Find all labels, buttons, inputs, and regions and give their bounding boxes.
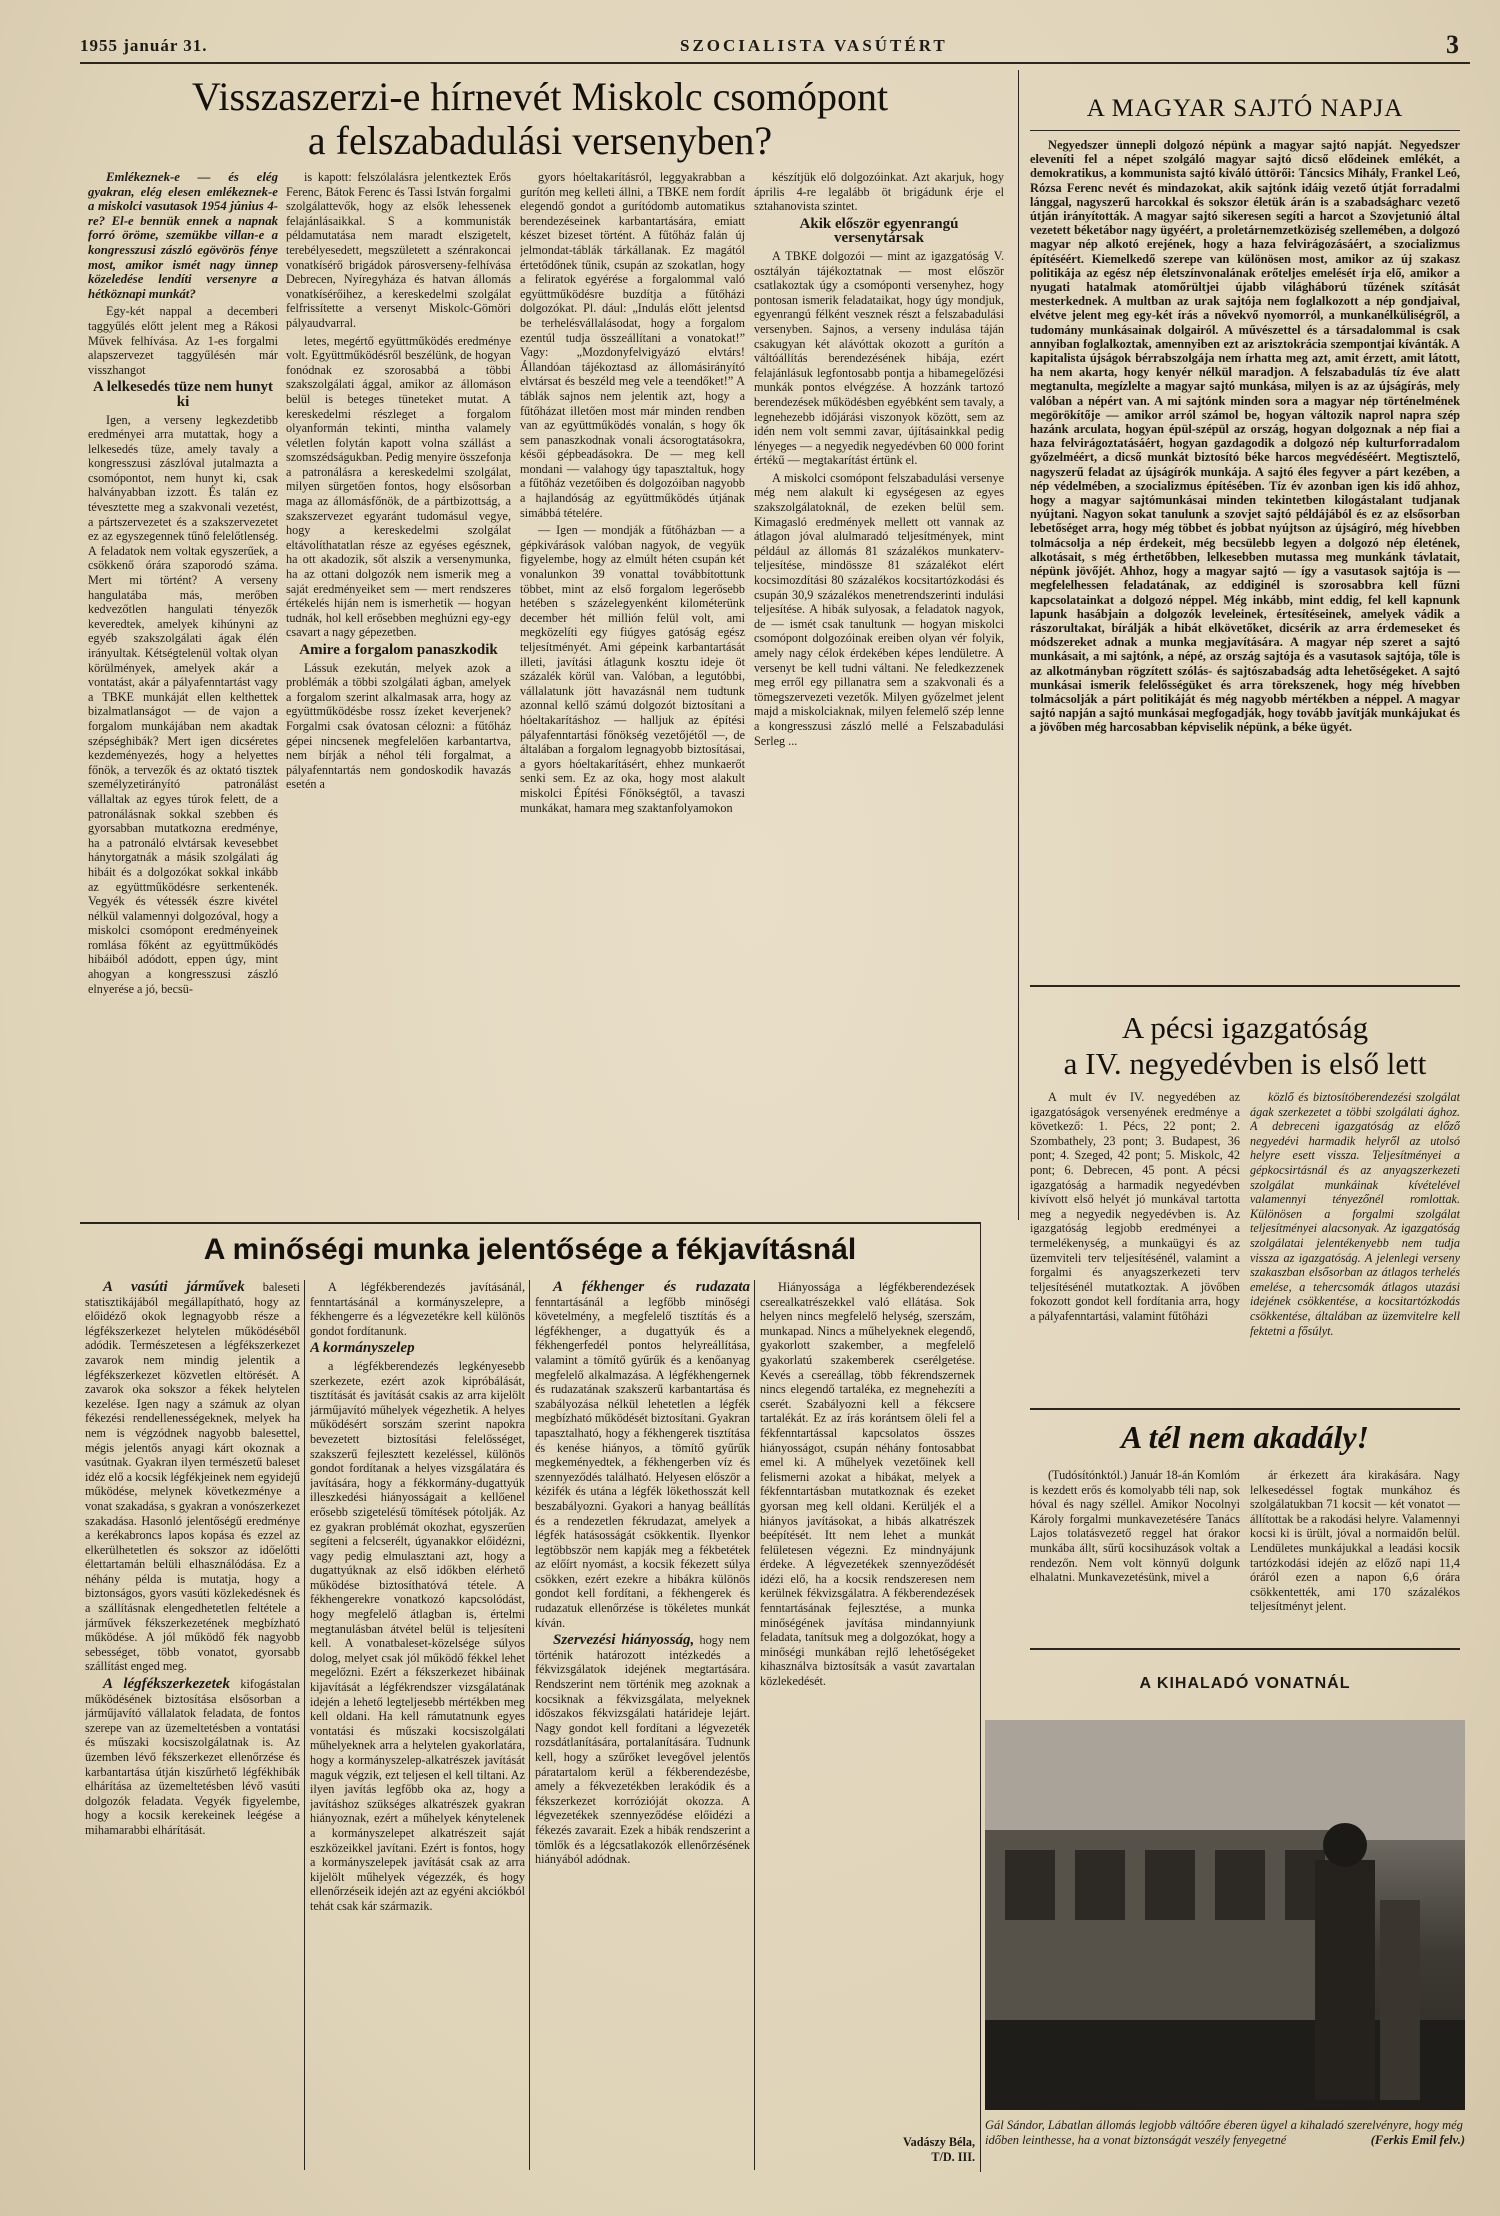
main-headline-line2: a felszabadulási versenyben? <box>307 118 773 163</box>
pecs-headline-line2: a IV. negyedévben is első lett <box>1063 1046 1427 1081</box>
winter-col1-text: (Tudósítónktól.) Január 18-án Komlóm is kezdett erős és komolyabb téli nap, sok hóval és nagy széllel. Amikor Nocolnyi Károly forgalmi munkavezetésére Tanács Lajos tolatásvezető reggel hat órakor munkába állt, sűrű kocsihuzások voltak a rendezőn. Nem volt könnyű dolgunk elhalatni. Munkavezetésünk, mivel a <box>1030 1468 1240 1585</box>
issue-date: 1955 január 31. <box>80 36 208 55</box>
main-lead: Emlékeznek-e — és elég gyakran, elég elesen emlékeznek-e a miskolci vasutasok 1954 június 4-re? El-e bennük ennek a napnak forró öröme, szemükbe villan-e a kongresszusi zászló egövörös fénye most, amikor ismét nagy ünnep közeledése lendíti versenyre a hétköznapi munkát? <box>88 170 278 301</box>
train-photo-drawing <box>985 1720 1465 2110</box>
bottom-col4-text: Hiányossága a légfékberendezések cserealkatrészekkel való ellátása. Sok helyen nincs megfelelő helység, szerszám, munkapad. Nincs a műhelyeknek elegendő, gyakorlott szakember, a megfelelő gyakorlatú szakemberek cserélgetése. Kevés a csereállag, több fékrendszernek nincs elegendő tartaléka, ez megnehezíti a cserét. Szabályozni kell a fékcsere tartalékát. Ez az írás korántsem öleli fel a fékfenntartással kapcsolatos összes hiányosságot, csupán néhány fontosabbat emel ki. A műhelyek vezetőinek kell felismerni azokat a hibákat, melyek a fékfenntartásban mutatkoznak és ezeket gyorsan meg kell oldani. Kerüljék el a hiányos javításokat, a hibás alkatrészek beépítését. Itt nem lehet a munkát felületesen végezni. Ez mindnyájunk érdeke. A légvezetékek szennyeződését idézi elő, ha a kocsik rendszeresen nem kerülnek fékvizsgálatra. A fékberendezések fenntartásának fejlesztése, a munka minőségének javítása mindannyiunk feladata, tanítsuk meg a dolgozókat, hogy a minőségi munkában rejlő lehetőségeket kihasználva biztosítsák a vasút zavartalan közlekedését. <box>760 1280 975 1689</box>
main-headline <box>130 75 950 163</box>
pecs-col2 <box>1250 1090 1460 1400</box>
lead-szervezesi: Szervezési hiányosság, <box>553 1632 695 1649</box>
main-col2-text2: letes, megértő együttműködés eredménye volt. Együttműködésről beszélünk, de hogyan fonódnak ez szorosabbá a többi szakszolgálati ággal, amikor az állomáson belül is beteges tüneteket mutat. A kereskedelmi részleget a forgalom olyanformán tekinti, mintha valamely véletlen folytán kapott volna szállást a szomszédságukban. Pedig menyire összefonja a patronálásra a kereskedelmi szolgálat, milyen sürgetően fontos, hogy elsősorban maga az állomásfőnök, de a pártbizottság, a szakszervezet egyaránt tudomásul vegye, hogy a kereskedelmi szolgálat eltávolíthatatlan része az egyéses egésznek, ha ott akadozik, sőt alszik a versenymunka, ha az ottani dolgozók nem ismerik meg a saját eredményeiket sem — mert rendszeres értékelés hiján nem is ismerhetik — hogyan tudnák, hol kell erősebben meghúzni egy-egy csavart a nagy gépezetben. <box>286 333 511 640</box>
bottom-col-rule-2 <box>529 1280 530 2170</box>
main-col3-text: gyors hóeltakarításról, leggyakrabban a gurítón meg kelleti állni, a TBKE nem fordít elegendő gondot a gurítódomb automatikus berendezéseinek karbantartására, emiatt készet bizeset történt. A fűtőház falán új jelmondat-táblák tárkállanak. Ez magától értetődőnek tűnik, csupán az szokatlan, hogy a feliratok egyérése a forgalommal való együttműködésre buzdítja a fűtőházi dolgozókat. Pl. dául: „Indulás előtt jelentsd be terhelésvállalásodat, hogy a forgalom ezentúl tudja összeállítani a vonatokat!” Vagy: „Mozdonyfelvigyázó elvtárs! Állandóan tájékoztasd az állomásirányító elvtársat és beszéld meg vele a teendőket!” A táblák sajnos nem jelentik azt, hogy a fűtőházat illetően most már minden rendben van az együttműködés vonalán, s hogy ők sem panaszkodnak vonali ácsorogtatásokra, késői gépbeadásokra. De — meg kell mondani — valahogy úgy tapasztaltuk, hogy a fűtőház vezetőiben és dolgozóiban nagyobb a hajlandóság az együttműködés útjának simábbá tételére. <box>520 170 745 520</box>
winter-col2-text: ár érkezett ára kirakására. Nagy lelkesedéssel fogtak munkához és szolgálatukban 71 kocsit — két vonatot — állítottak be a rakodási helyre. Valamennyi kocsi ki is ürült, jóval a normaidőn belül. Lendületes munkájukkal a leadási kocsik tartózkodási idején az előző napi 11,4 óráról ezen a napon 6,6 órára csökkentették, ami 170 százalékos teljesítményt jelent. <box>1250 1468 1460 1614</box>
photo-title: A KIHALADÓ VONATNÁL <box>1139 1675 1351 1692</box>
main-col4-text2: A TBKE dolgozói — mint az igazgatóság V. osztályán tájékoztatnak — most először csatlakoztak úgy a csomóponti versenyhez, hogy pontosan ismerik feladataikat, hogy úgy mondjuk, egyenrangú félként vesznek részt a felszabadulási versenyben. Sajnos, a verseny indulása táján csakugyan két alávóttak okozott a gurítón a váltóállítás berendezésének hibája, ezért felajánlásuk legfontosabb pontja a hibamegelőzési munkák pontos elvégzése. A hozzánk tartozó berendezések működésben egyébként sem tavaly, a legnehezebb időjárási viszonyok között, sem az idén nem volt semmi zavar, újításainkkal pedig lényeges — a negyedik negyedévben 60 000 forint értékű — megtakarítást értünk el. <box>754 248 1004 468</box>
photo-credit: (Ferkis Emil felv.) <box>1370 2133 1465 2147</box>
sajto-body: Negyedszer ünnepli dolgozó népünk a magyar sajtó napját. Negyedszer eleveníti fel a népet szolgáló magyar sajtó dicső elődeinek emlékét, a demokratikus, a kommunista sajtó kiváló úttörői: Táncsics Mihály, Frankel Leó, Rózsa Ferenc nevét és mindazokat, akik sajtónk idáig vezető útját forradalmi lánggal, nagyszerű harcokkal és sokszor életük árán is a szabadságharc vezető útján irányították. A magyar sajtó sikeresen segíti a harcot a Szovjetunió által vezetett béketábor nagy ügyéért, a proletárnemzetköziség szellemében, a dolgozó magyar nép alkotó erejének, hogy a haza felvirágozásáért, a szocializmus építéséért. Kiemelkedő szerepe van különösen most, amikor az új szakasz politikája az egész nép életszínvonalának erőteljes emelését írja elő, amikor a nyugati hatalmak atomőrültjei újabb világháború tűzének szítását mesterkednek. A multban az urak sajtója nem foglalkozott a nép gondjaival, elvétve jelent meg egy-két írás a nővekvő nyomorról, a munkanélküliségről, a tudomány munkásainak dolgairól. A művészettel és a társadalommal is csak annyiban foglalkoztak, amennyiben ezt az arisztokrácia szempontjai kívánták. A kapitalista újságok bérrabszolgája nem írhatta meg azt, amit érzett, amit látott, ha nem akarta, hogy kenyér nélkül maradjon. A felszabadulás tíz éve alatt megtanulta, megízlelte a magyar sajtó munkása, milyen is az az újságírás, mely valóban a népért van. A mi sajtónk minden sora a magyar nép történelmének megörökítője — amikor arról számol be, hogyan változik naprol napra szép hazánk arculata, hogyan épül-szépül az ország, hogyan dolgoznak a nép fiai a haza felvirágoztatásáért, hogyan gazdagodik a dolgozó nép kulturforradalom győzelméért, a dicső munkát biztosító béke harcos megvédéséért. Megtisztelő, nagyszerű feladat az újságírók munkája. A sajtó éles fegyver a párt kezében, a nép védelmében, a szocializmus építésében. Tíz év azonban igen kis idő ahhoz, hogy a magyar sajtómunkásai minden tekintetben kilogástalant tudjanak nyújtani. Nagyon sokat tanulunk a szovjet sajtó példájából és ez az elsősorban lebetőséget arra, hogy még többet és jobbat nyújtson az újságíró, még hívebben tolmácsolja a nép érdekeit, még becsülebb legyen a dolgozó nép életének, alkotásait, s még érthetőbben, lelkesebben mutassa meg munkánk távlatait, népünk jövőjét. Ahhoz, hogy a magyar sajtó — így a vasutasok sajtója is — megfelelhessen feladatának, az eddiginél is szorosabbra kell fűzni kapcsolatainkat a dolgozó néppel. Még inkább, mint eddig, fel kell kapnunk lapunk hasábjain a dolgozók leveleinek, értesítéseinek, amelyek vádik a rászorultakat, bírálják a hibát elkövetőket, dicsérik az arra érdemeseket és módszereket adnak a munka megjavítására. A magyar nép szeret a sajtó munkásait, a mi sajtónk, a népé, az ország sajtója és a vasutasok sajtója, tőle is az alkotmányban rögzített szólás- és sajtószabadság adta lehetőségeket. A sajtó munkásai ismerik felelősségüket és arra törekszenek, hogy még hívebben tolmácsolják a párt politikáját és még nagyobb mértékben a néppel. A magyar sajtó napján a sajtó munkásai megfogadják, hogy tovább javítják munkájukat és a jövőben még harcosabban képviselik népünk, a béke ügyét. <box>1030 138 1460 735</box>
bottom-col-rule-1 <box>304 1280 305 2170</box>
page-header <box>80 30 1460 60</box>
photo-caption-text: Gál Sándor, Lábatlan állomás legjobb váltóőre éberen ügyel a kihaladó szerelvényre, hogy még időben leinthesse, ha a vonat biztonságát veszély fenyegetné <box>985 2118 1463 2147</box>
pecs-headline <box>1030 1010 1460 1082</box>
pecs-col2-text: közlő és biztosítóberendezési szolgálat ágak szerkezetet a többi szolgálati ághoz. A debreceni igazgatóság az előző negyedévi harmadik helyről az utolsó helyre esett vissza. Teljesítményei a gépkocsirtásnál és az anyagszerkezeti szolgálat munkáinak kívételével valamennyi tényezőnél romlottak. Különösen a forgalmi szolgálat teljesítményei alacsonyak. Az igazgatóság szolgálatai jelentékenyebb nem tudja vissza az igazgatóság. A jelenlegi verseny szakaszban elsősorban az átlagos terhelés emelése, a tehercsomák átlagos utazási idejének csökkentése, a kocsitartózkodás csökkentése, általában az üzemvitelre kell fektetni a fősúlyt. <box>1250 1090 1460 1338</box>
bottom-signature <box>760 2135 975 2175</box>
photo-caption <box>985 2118 1465 2148</box>
sajto-headline: A MAGYAR SAJTÓ NAPJA <box>1086 95 1404 122</box>
bottom-col3-text2: hogy nem történik határozott intézkedés a fékvizsgálatok idejének megtartására. Rendszerint nem történik meg azoknak a kocsiknak a fékvizsgálata, melyeknek időszakos fékvizsgálati határideje lejárt. Nagy gondot kell fordítani a légvezeték rozsdátlanítására, portalanítására. Tudnunk kell, hogy a szűrőket levegővel jelentős páratartalom kerül a fékberendezésbe, amely a fékvezetékben lerakódik és a fékszerkezet korrózióját okozza. A légvezetékek szennyeződése előidézi a fékezés zavarait. Ezek a hibák rendszerint a tömlők és a légcsatlakozók ellenőrzésének hiányából adódnak. <box>535 1633 750 1867</box>
signature-name: Vadászy Béla, <box>902 2135 975 2149</box>
header-rule <box>80 62 1470 64</box>
sajto-text <box>1030 138 1460 978</box>
pecs-col1 <box>1030 1090 1240 1400</box>
bottom-col3-text: fenntartásánál a legfőbb minőségi követelmény, a megfelelő tisztítás és a légfékhenger, a dugattyúk és a fékhengerfedél pontos helyreállítása, valamint a tömítő gyűrűk és a kenőanyag megfelelő alkalmazása. A légfékhengernek és rudazatának szakszerű karbantartása és szabályozása nélkül lehetetlen a légfék megbízható működését biztosítani. Gyakran tapasztalható, hogy a fékhengerek tisztítása és kenése hiányos, a tömítő gyűrűk megkeményedtek, a fékhengerben víz és szennyeződés található. Helyesen először a kézifék és utána a légfék lökethosszát kell beszabályozni. Gyakori a hanyag beállítás és a rendezetlen fékrudazat, amelyek a légfék hatásosságát csökkentik. Ilyenkor legtöbbször nem kapják meg a fékbetétek az előírt nyomást, a kocsik fékezett súlya csökken, ezért ezekre a hibákra különös gondot kell fordítani, a fékhengerek és rudazatuk ellenőrzése is tökéletes munkát kíván. <box>535 1294 750 1630</box>
bottom-col1-text2: kifogástalan működésének biztosítása elsősorban a járműjavító vállalatok feladata, de fontos szerepe van az üzemeltetésben a vontatási és műszaki kocsiszolgálatnak is. Az üzemben lévő fékszerkezet ellenőrzése és karbantartása útján kiszűrhető légfékhibák elhárítása az üzemeltetésben lévő vasúti dolgozók feladata. Vegyék figyelembe, hogy a kocsik kerekeinek leégése a mihamarabbi elhárítását. <box>85 1677 300 1837</box>
bottom-col1-text: baleseti statisztikájából megállapítható, hogy az előidéző okok legnagyobb része a légfékszerkezet helytelen működéséből adódik. Természetesen a légfékszerkezet zavarok nem mindig jelentik a légfékszerkezet közvetlen eltörését. A zavarok oka sokszor a fékek helytelen kezelése. Igen nagy a számuk az olyan fékezési rendellenességeknek, melyek ha nem is végzódnek nagyobb balesettel, mégis jelentős anyagi kárt okoznak a vasútnak. Gyakran ilyen természetű baleset idéz elő a kocsik légfékjeinek nem egyidejű működése, melynek következménye a vonat szakadása, s gyakran a vonószerkezet szakadása. Hasonló jelentőségű eredménye a kerékabroncs lapos kopása és ezzel az elkerülhetetlen és sokszor az időelőtti élettartamán belüli elhasználódása. Ez a néhány példa is mutatja, hogy a biztonságos, gyors vasúti közlekedésnek és a szállításnak elengedhetetlen feltétele a járművek fékszerkezetének megbízható működése. A jól működő fék nagyobb sebességet, több vonatot, gyorsabb szállítást enged meg. <box>85 1280 300 1674</box>
bottom-col4 <box>760 1280 975 2130</box>
bottom-col2-text: A légfékberendezés javításánál, fenntartásánál a kormányszelepre, a fékhengerre és a légvezetékre kell különös gondot fordítanunk. <box>310 1280 525 1338</box>
bottom-headline: A minőségi munka jelentősége a fékjavításnál <box>203 1233 857 1266</box>
bottom-col2 <box>310 1280 525 2170</box>
bottom-right-rule <box>980 1222 981 2172</box>
subhead-amire: Amire a forgalom panaszkodik <box>299 642 498 658</box>
winter-bottom-rule <box>1030 1648 1460 1650</box>
bottom-col3 <box>535 1280 750 2170</box>
column-separator <box>1018 70 1019 1220</box>
subhead-lelkesedes: A lelkesedés tüze nem hunyt ki <box>93 379 273 410</box>
bottom-col2-text2: a légfékberendezés legkényesebb szerkezete, ezért azok kipróbálását, tisztítását és javítását csakis az arra kijelölt járműjavító műhelyek végezhetik. A helyes működésért sorszám szerint napokra bevezetett biztosítási felelősséget, szakszerű fejlesztett kezeléssel, különös gondot fordítanak a helyes vizsgálatára és javítására, hogy a fékkormány-dugattyúk illeszkedési hiányosságait a kellőenel erősebb szigetelésű tömítések pótolják. Az ez gyakran problémát okozhat, egyszerűen segíteni a felcserélt, úgyanakkor előidézni, vagy pedig elmulasztani azt, hogy a dugattyúknak az első időkben elérhető működése biztosíthatóvá tétele. A fékhengerekre vonatkozó kapcsolódást, hogy megfelelő átlagban is, értelmi megtanulásban átvétel belül is teljesíteni kell. A vonatbaleset-közelsége súlyos dolog, melyet csak jól működő fékkel lehet megelőzni. Ezért a fékszerkezet hibáinak kijavítását a légfékrendszer vizsgálatának idején a lehető legteljesebb mértékben meg kell oldani. Ha kell rámutatnunk egyes vontatási és műszaki kocsiszolgálati műhelyeknek arra a helytelen gyakorlatára, hogy a kormányszelep-alkatrészek javítását maguk végzik, ezt teljesen el kell tiltani. Az ilyen javítás legfőbb oka az, hogy a javításhoz szükséges alkatrészek gyakran hiányoznak, ezért a műhelyek kénytelenek a kormányszelepet alkatrészeit saját eszközeikkel javítani. Ezért is fontos, hogy a kormányszelepek javítását csak az arra kijelölt műhelyek végezzék, és hogy ellenőrzéseik idején azt az egyéni akciókból tehát csak kár származik. <box>310 1358 525 1913</box>
page-number: 3 <box>1446 30 1460 59</box>
main-col2-text3: Lássuk ezekután, melyek azok a problémák a többi szolgálati ágban, amelyek a forgalom szerint alkalmasak arra, hogy az együttműködésbe rossz ízeket keverjenek? Forgalmi csak óvatosan célozni: a fűtőház gépei nincsenek megfelelően karbantartva, nem bírják a néhol téli forgalmat, a pályafenntartás nem gondoskodik havazás esetén a <box>286 660 511 792</box>
signature-dept: T/D. III. <box>931 2149 975 2164</box>
winter-headline: A tél nem akadály! <box>1121 1419 1369 1455</box>
main-article-col3 <box>520 170 745 1210</box>
sajto-bottom-rule <box>1030 985 1460 987</box>
main-col4-text: készítjük elő dolgozóinkat. Azt akarjuk, hogy április 4-re legalább öt brigádunk érje el sztahanovista szintet. <box>754 170 1004 214</box>
bottom-article-top-rule <box>80 1222 980 1224</box>
pecs-col1-text: A mult év IV. negyedében az igazgatóságok versenyének eredménye a következő: 1. Pécs, 22 pont; 2. Szombathely, 23 pont; 3. Budapest, 36 pont; 4. Szeged, 42 pont; 5. Miskolc, 42 pont; 6. Debrecen, 45 pont. A pécsi igazgatóság a harmadik negyedévben kivívott első helyét jó munkával tartotta meg a negyedik negyedévben is. Az igazgatóság legjobb eredményei a termelékenység, a munkaügyi és az üzemviteli terv teljesítésénél, valamint a forgalmi és anyagszerkezeti terv teljesítésénél mutatkoztak. A jövőben fokozott gondot kell fordítania arra, hogy a pályafenntartási, valamint fűtőházi <box>1030 1090 1240 1323</box>
paper-title: SZOCIALISTA VASÚTÉRT <box>680 36 948 55</box>
lead-legfekszerkezetek: A légfékszerkezetek <box>103 1676 230 1693</box>
pecs-headline-line1: A pécsi igazgatóság <box>1121 1010 1369 1045</box>
main-col1-text2: Igen, a verseny legkezdetibb eredményei arra mutattak, hogy a lelkesedés tüze, amely tavaly a kongresszusi zászlóval jutalmazta a csomópontot, nem hunyt ki, csak halványabban izzott. És talán ez tévesztette meg a szakvonali vezetést, a pártszervezetet és a szakszervezetet ez az egyszegennek tűnő felelőtlenség. A feladatok nem voltak egyszerűek, a csökkenő órára szaporodó száma. Mert mi történt? A verseny hangulatába más, merőben kedvezőtlen hangulati tényezők keveredtek, amelyek kihúnyni az egyéb szakszolgálati ágak élén irányultak. Kétségtelenül voltak olyan körülmények, amelyek akár a vontatást, akár a pályafenntartást vagy a TBKE munkáját ellen kelthettek bizalmatlanságot — de vajon a forgalom munkájában nem akadtak szépséghibák? Mert igen dicséretes kezdeményezés, hogy a helyettes főnök, a tervezők és az oktató tisztek személyzetirányító patronálást vállaltak az egyes túrok felett, de a patronálásnak sokkal szebben és gyorsabban mutatkozna eredménye, ha a patronáló elvtársak kevesebbet hánytorgatnák a másik szolgálati ág hibáit és a dolgozókat sokkal inkább az együttműködésre serkentenék. Vegyék és vétessék észre kivétel nélkül valamennyi dolgozóval, hogy a miskolci csomópont eredményeinek romlása főként az együttműködés hibáiból adódott, eppen úgy, mint ahogyan a kongresszusi zászló elnyerése a jó, becsü- <box>88 412 278 996</box>
subhead-akik: Akik először egyenrangú versenytársak <box>799 215 959 247</box>
main-headline-line1: Visszaszerzi-e hírnevét Miskolc csomópont <box>191 74 889 119</box>
main-col2-text: is kapott: felszólalásra jelentkeztek Erős Ferenc, Bátok Ferenc és Tassi István forgalmi szolgálattevők, hogy az elsők lehessenek felajánlásaikkal. S a kommunisták példamutatása nem maradt elszigetelt, terebélyesedett, megszületett a szénrakoncai vonatkísérő brigádok párosverseny-felhívása Debrecen, Nyíregyháza és hatvan állomás vonatkísérőihez, a kereskedelmi szolgálat felfrissítette a versenyt Miskolc-Gömöri pályaudvarral. <box>286 170 511 330</box>
bottom-col-rule-3 <box>754 1280 755 2170</box>
lead-fekhenger: A fékhenger és rudazata <box>553 1280 750 1295</box>
lead-vasuti-jarmuvek: A vasúti járművek <box>103 1280 245 1295</box>
pecs-bottom-rule <box>1030 1408 1460 1410</box>
train-photo <box>985 1720 1465 2110</box>
lead-kormanyszelep: A kormányszelep <box>310 1340 415 1357</box>
sajto-rule <box>1030 130 1460 131</box>
winter-col1 <box>1030 1468 1240 1638</box>
bottom-col1 <box>85 1280 300 2170</box>
main-article-col1 <box>88 170 278 1210</box>
main-col4-text3: A miskolci csomópont felszabadulási versenye még nem alakult ki egységesen az egyes szakszolgálatoknál, de ezeken belül sem. Kimagasló eredmények mellett ott vannak az átlagon jóval alulmaradó teljesítmények, mint például az állomás 81 százalékos munkaterv-teljesítése, mindössze 81 százalékot elért kocsimozdítási 80 százalékos kocsitartózkodási és csupán 30,9 százalékos menetrendszerinti indulási teljesítése. A hibák sulyosak, a feladatok nagyok, de — ismét csak tanultunk — hogyan miskolci csomópont dolgozóinak ereiben olyan vér folyik, amely nagy célok érdekében képes lendületre. A versenyt be kell tudni váltani. Ne feledkezzenek meg erről egy pillanatra sem a szakvonali és a tömegszervezeti vezetők. Milyen győzelmet jelent majd a miskolciaknak, milyen felemelő szép lenne a kongresszusi zászló mellé a Felszabadulási Serleg ... <box>754 470 1004 748</box>
main-col1-text: Egy-két nappal a decemberi taggyűlés előtt jelent meg a Rákosi Művek felhívása. Az 1-es forgalmi alapszervezet taggyűlésén már visszhangot <box>88 304 278 377</box>
main-col3-text2: — Igen — mondják a fűtőházban — a gépkivárások valóban nagyok, de vegyük figyelembe, hogy az elmúlt héten csupán két vonalunkon 39 vonattal továbbítottunk többet, mint az első forgalom legerősebb hetében s százelegyenként kilométerünk december hét millión felül volt, ami megközelíti egy fiúgyes gatóság egész teljesítményét. Ami gépeink karbantartását illeti, javítási átlagunk kosztu ideje öt százalék körül van. Valóban, a legutóbbi, vállalatunk jött havazásnál nem tudtunk azonnal kellő számú dolgozót biztosítani a hóeltakarításhoz — halljuk az építési pályafenntartási főnökség vezetőjétől —, de általában a forgalom legnagyobb biztosításai, a gyors hóeltakarításért, ehhez munkaerőt senki sem. Ez az oka, hogy most alakult miskolci Építési Főnökségtől, a tavaszi munkákat, hamara meg szaktanfolyamokon <box>520 523 745 815</box>
main-article-col2 <box>286 170 511 1210</box>
main-article-col4 <box>754 170 1004 1210</box>
winter-col2 <box>1250 1468 1460 1638</box>
